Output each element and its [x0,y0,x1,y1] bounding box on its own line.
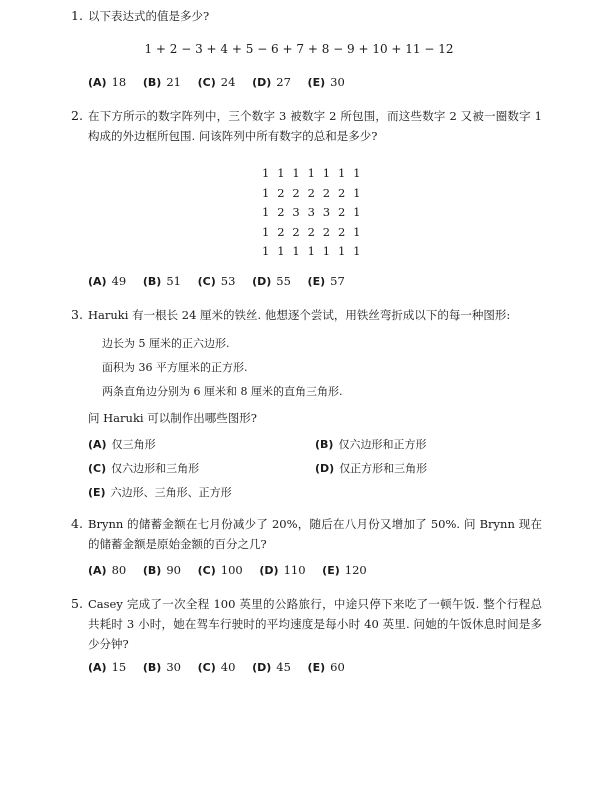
answer-choice[interactable] [88,484,232,500]
grid-cell: 2 [307,185,315,200]
choice-label: (A) [88,76,107,89]
choice-value: 27 [276,75,291,89]
choice-value: 53 [220,274,236,288]
grid-cell: 1 [353,224,361,239]
grid-cell: 1 [262,205,270,219]
grid-cell: 1 [353,205,361,219]
grid-cell: 1 [262,224,270,239]
grid-cell: 3 [292,205,300,219]
choice-value: 60 [330,660,345,674]
grid-cell: 1 [353,166,361,180]
choice-label: (C) [197,661,216,674]
answer-choice[interactable] [198,274,236,288]
grid-row [262,225,368,245]
grid-cell: 2 [322,185,331,200]
answer-choice[interactable] [315,436,426,452]
choice-value: 仅正方形和三角形 [339,462,428,475]
answer-choice[interactable] [252,274,291,288]
answer-choice[interactable] [308,274,345,288]
question-number: 2. [71,108,83,123]
answer-choice[interactable] [88,436,156,452]
answer-choice[interactable] [252,75,291,89]
number-grid [262,166,368,264]
grid-cell: 1 [262,244,270,258]
grid-cell: 1 [322,166,331,180]
choice-value: 80 [111,563,127,577]
question-number: 3. [71,307,83,322]
question-text: 以下表达式的值是多少? [88,9,210,23]
answer-choices [88,274,358,288]
grid-cell: 1 [322,244,331,258]
choice-label: (A) [88,275,107,288]
choice-label: (E) [322,564,340,577]
answer-choices [88,660,358,674]
question-text: Casey 完成了一次全程 100 英里的公路旅行，中途只停下来吃了一顿午饭. 整个行程总共耗时 3 小时，她在驾车行驶时的平均速度是每小时 40 英里. 问她的午饭休息时间是多少分钟? [88,597,542,651]
choice-label: (D) [259,564,279,577]
choice-label: (E) [307,661,326,674]
answer-choice[interactable] [88,660,126,674]
answer-choices [88,75,358,89]
choice-label: (D) [252,76,272,89]
grid-row [262,186,368,206]
choice-label: (E) [88,486,106,499]
answer-choice[interactable] [308,75,345,89]
choice-value: 100 [220,563,243,577]
answer-choice[interactable] [252,660,291,674]
answer-choice[interactable] [198,660,236,674]
choice-value: 49 [111,274,127,288]
grid-cell: 1 [262,185,270,200]
choice-value: 21 [166,75,181,89]
answer-choice[interactable] [143,75,181,89]
choice-label: (B) [142,661,162,674]
answer-choice[interactable] [143,274,181,288]
answer-choice[interactable] [143,660,181,674]
choice-value: 55 [276,274,291,288]
answer-choice[interactable] [143,563,181,577]
answer-choice[interactable] [88,274,126,288]
grid-cell: 2 [292,224,300,239]
grid-cell: 2 [337,185,346,200]
answer-choice[interactable] [308,660,345,674]
choice-value: 仅六边形和正方形 [338,438,427,451]
choice-value: 40 [220,660,236,674]
choice-value: 六边形、三角形、正方形 [110,486,232,499]
choice-label: (D) [315,462,335,475]
question-number: 1. [71,8,83,23]
grid-cell: 2 [277,185,285,200]
choice-label: (A) [88,661,107,674]
shape-item: 面积为 36 平方厘米的正方形. [102,361,248,374]
choice-value: 24 [220,75,236,89]
shape-item: 两条直角边分别为 6 厘米和 8 厘米的直角三角形. [102,385,343,398]
math-expression: 1 + 2 − 3 + 4 + 5 − 6 + 7 + 8 − 9 + 10 + 11 − 12 [144,42,454,56]
choice-label: (B) [142,275,162,288]
answer-choice[interactable] [315,460,427,476]
answer-choice[interactable] [88,460,199,476]
question-text: Brynn 的储蓄金额在七月份减少了 20%，随后在八月份又增加了 50%. 问 Brynn 现在的储蓄金额是原始金额的百分之几? [88,517,542,551]
answer-choice[interactable] [259,563,305,577]
grid-cell: 2 [337,205,346,219]
answer-choice[interactable] [198,75,236,89]
grid-cell: 2 [277,224,285,239]
grid-cell: 2 [277,205,285,219]
choice-label: (E) [307,76,326,89]
grid-cell: 1 [307,166,315,180]
choice-label: (C) [197,564,216,577]
choice-value: 110 [283,563,306,577]
choice-value: 18 [111,75,127,89]
answer-choices [88,563,380,577]
question-text: Haruki 有一根长 24 厘米的铁丝. 他想逐个尝试，用铁丝弯折成以下的每一种图形: [88,308,511,322]
grid-cell: 1 [353,185,361,200]
choice-value: 120 [344,563,367,577]
grid-cell: 3 [307,205,315,219]
choice-value: 90 [166,563,181,577]
grid-cell: 1 [277,166,285,180]
choice-value: 30 [166,660,181,674]
answer-choice[interactable] [88,563,126,577]
grid-row [262,244,368,264]
grid-cell: 1 [277,244,285,258]
grid-cell: 1 [307,244,315,258]
choice-label: (B) [142,76,162,89]
choice-value: 仅六边形和三角形 [111,462,200,475]
choice-value: 57 [330,274,345,288]
question-text: 在下方所示的数字阵列中，三个数字 3 被数字 2 所包围，而这些数字 2 又被一圈数字 1 构成的外边框所包围. 问该阵列中所有数字的总和是多少? [88,109,542,143]
choice-value: 45 [276,660,291,674]
grid-cell: 1 [292,166,300,180]
choice-label: (D) [252,661,272,674]
grid-row [262,205,368,225]
answer-choice[interactable] [88,75,126,89]
grid-cell: 2 [322,224,331,239]
choice-value: 仅三角形 [111,438,156,451]
choice-label: (A) [88,564,107,577]
choice-value: 15 [111,660,127,674]
question-number: 4. [71,516,83,531]
choice-label: (D) [252,275,272,288]
choice-label: (B) [142,564,162,577]
answer-choice[interactable] [198,563,243,577]
grid-cell: 1 [337,166,346,180]
question-prompt: 问 Haruki 可以制作出哪些图形? [88,411,257,425]
grid-cell: 1 [353,244,361,258]
answer-choice[interactable] [322,563,367,577]
grid-cell: 2 [292,185,300,200]
choice-label: (E) [307,275,326,288]
shape-item: 边长为 5 厘米的正六边形. [102,337,230,350]
choice-label: (C) [197,76,216,89]
choice-value: 51 [166,274,181,288]
grid-cell: 2 [337,224,346,239]
choice-label: (C) [197,275,216,288]
choice-value: 30 [330,75,345,89]
grid-cell: 2 [307,224,315,239]
grid-cell: 1 [262,166,270,180]
question-number: 5. [71,596,83,611]
choice-label: (C) [88,462,107,475]
grid-cell: 3 [322,205,331,219]
grid-row [262,166,368,186]
grid-cell: 1 [292,244,300,258]
choice-label: (B) [315,438,334,451]
grid-cell: 1 [337,244,346,258]
choice-label: (A) [88,438,107,451]
